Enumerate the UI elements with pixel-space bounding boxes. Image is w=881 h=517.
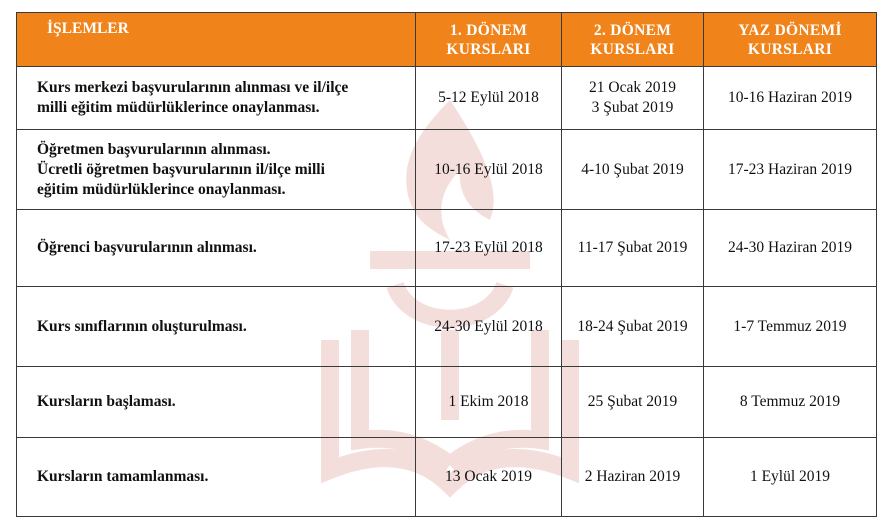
date-text: 2 Haziran 2019 — [584, 468, 681, 485]
operation-line: Kurs sınıflarının oluşturulması. — [37, 317, 247, 335]
term-1-date-cell — [416, 438, 562, 517]
date-text: 17-23 Haziran 2019 — [728, 160, 852, 178]
date-text: 5-12 Eylül 2018 — [438, 89, 539, 106]
term-2-date-cell — [562, 67, 704, 130]
header-term-1 — [416, 13, 562, 67]
date-text: 13 Ocak 2019 — [445, 468, 532, 485]
operation-cell — [17, 67, 416, 130]
date-text: 11-17 Şubat 2019 — [577, 239, 688, 256]
term-2-date-cell — [562, 367, 704, 438]
operation-cell — [17, 367, 416, 438]
header-summer-term — [704, 13, 877, 67]
date-text: 18-24 Şubat 2019 — [577, 317, 688, 335]
date-text: 1-7 Temmuz 2019 — [733, 317, 847, 335]
date-text: 1 Ekim 2018 — [448, 393, 529, 410]
term-2-date-cell — [562, 130, 704, 210]
table-row — [17, 130, 877, 210]
date-text: 25 Şubat 2019 — [587, 393, 678, 410]
header-term-2-line-1: 2. DÖNEM — [593, 21, 672, 39]
term-1-date-cell — [416, 287, 562, 367]
operation-line: Kursların tamamlanması. — [37, 468, 209, 485]
date-text: 24-30 Eylül 2018 — [434, 317, 543, 335]
operation-line: Öğrenci başvurularının alınması. — [37, 239, 257, 256]
header-summer-term-line-2: KURSLARI — [747, 40, 833, 58]
date-text: 1 Eylül 2019 — [749, 468, 831, 485]
summer-date-cell — [704, 67, 877, 130]
date-text: 4-10 Şubat 2019 — [581, 160, 684, 178]
header-summer-term-line-1: YAZ DÖNEMİ — [738, 21, 842, 39]
header-operations — [17, 13, 416, 67]
summer-date-cell — [704, 367, 877, 438]
summer-date-cell — [704, 210, 877, 287]
operation-cell — [17, 438, 416, 517]
header-term-1-line-2: KURSLARI — [446, 40, 531, 58]
term-1-date-cell — [416, 67, 562, 130]
operation-line: milli eğitim müdürlüklerince onaylanması. — [37, 99, 320, 116]
operation-line: Ücretli öğretmen başvurularının il/ilçe milli — [37, 160, 325, 178]
operation-line: eğitim müdürlüklerince onaylanması. — [37, 180, 286, 198]
table-row — [17, 367, 877, 438]
date-text: 3 Şubat 2019 — [591, 99, 674, 116]
operation-cell — [17, 287, 416, 367]
summer-date-cell — [704, 130, 877, 210]
table-row — [17, 438, 877, 517]
operation-line: Kurs merkezi başvurularının alınması ve il/ilçe — [37, 79, 349, 96]
term-2-date-cell — [562, 287, 704, 367]
header-operations-label: İŞLEMLER — [47, 20, 129, 37]
operation-cell — [17, 130, 416, 210]
date-text: 10-16 Eylül 2018 — [434, 160, 543, 178]
date-text: 10-16 Haziran 2019 — [728, 89, 852, 106]
operation-line: Kursların başlaması. — [37, 393, 176, 410]
date-text: 24-30 Haziran 2019 — [728, 239, 852, 256]
term-1-date-cell — [416, 210, 562, 287]
term-2-date-cell — [562, 438, 704, 517]
term-2-date-cell — [562, 210, 704, 287]
term-1-date-cell — [416, 367, 562, 438]
date-text: 21 Ocak 2019 — [589, 79, 676, 96]
summer-date-cell — [704, 438, 877, 517]
header-term-1-line-1: 1. DÖNEM — [449, 21, 528, 39]
course-schedule-table — [16, 12, 877, 517]
summer-date-cell — [704, 287, 877, 367]
operation-line: Öğretmen başvurularının alınması. — [37, 140, 271, 158]
date-text: 17-23 Eylül 2018 — [434, 239, 543, 256]
table-row — [17, 210, 877, 287]
date-text: 8 Temmuz 2019 — [739, 393, 841, 410]
header-term-2 — [562, 13, 704, 67]
table-row — [17, 67, 877, 130]
table-row — [17, 287, 877, 367]
header-term-2-line-2: KURSLARI — [590, 40, 675, 58]
operation-cell — [17, 210, 416, 287]
header-row — [17, 13, 877, 67]
term-1-date-cell — [416, 130, 562, 210]
